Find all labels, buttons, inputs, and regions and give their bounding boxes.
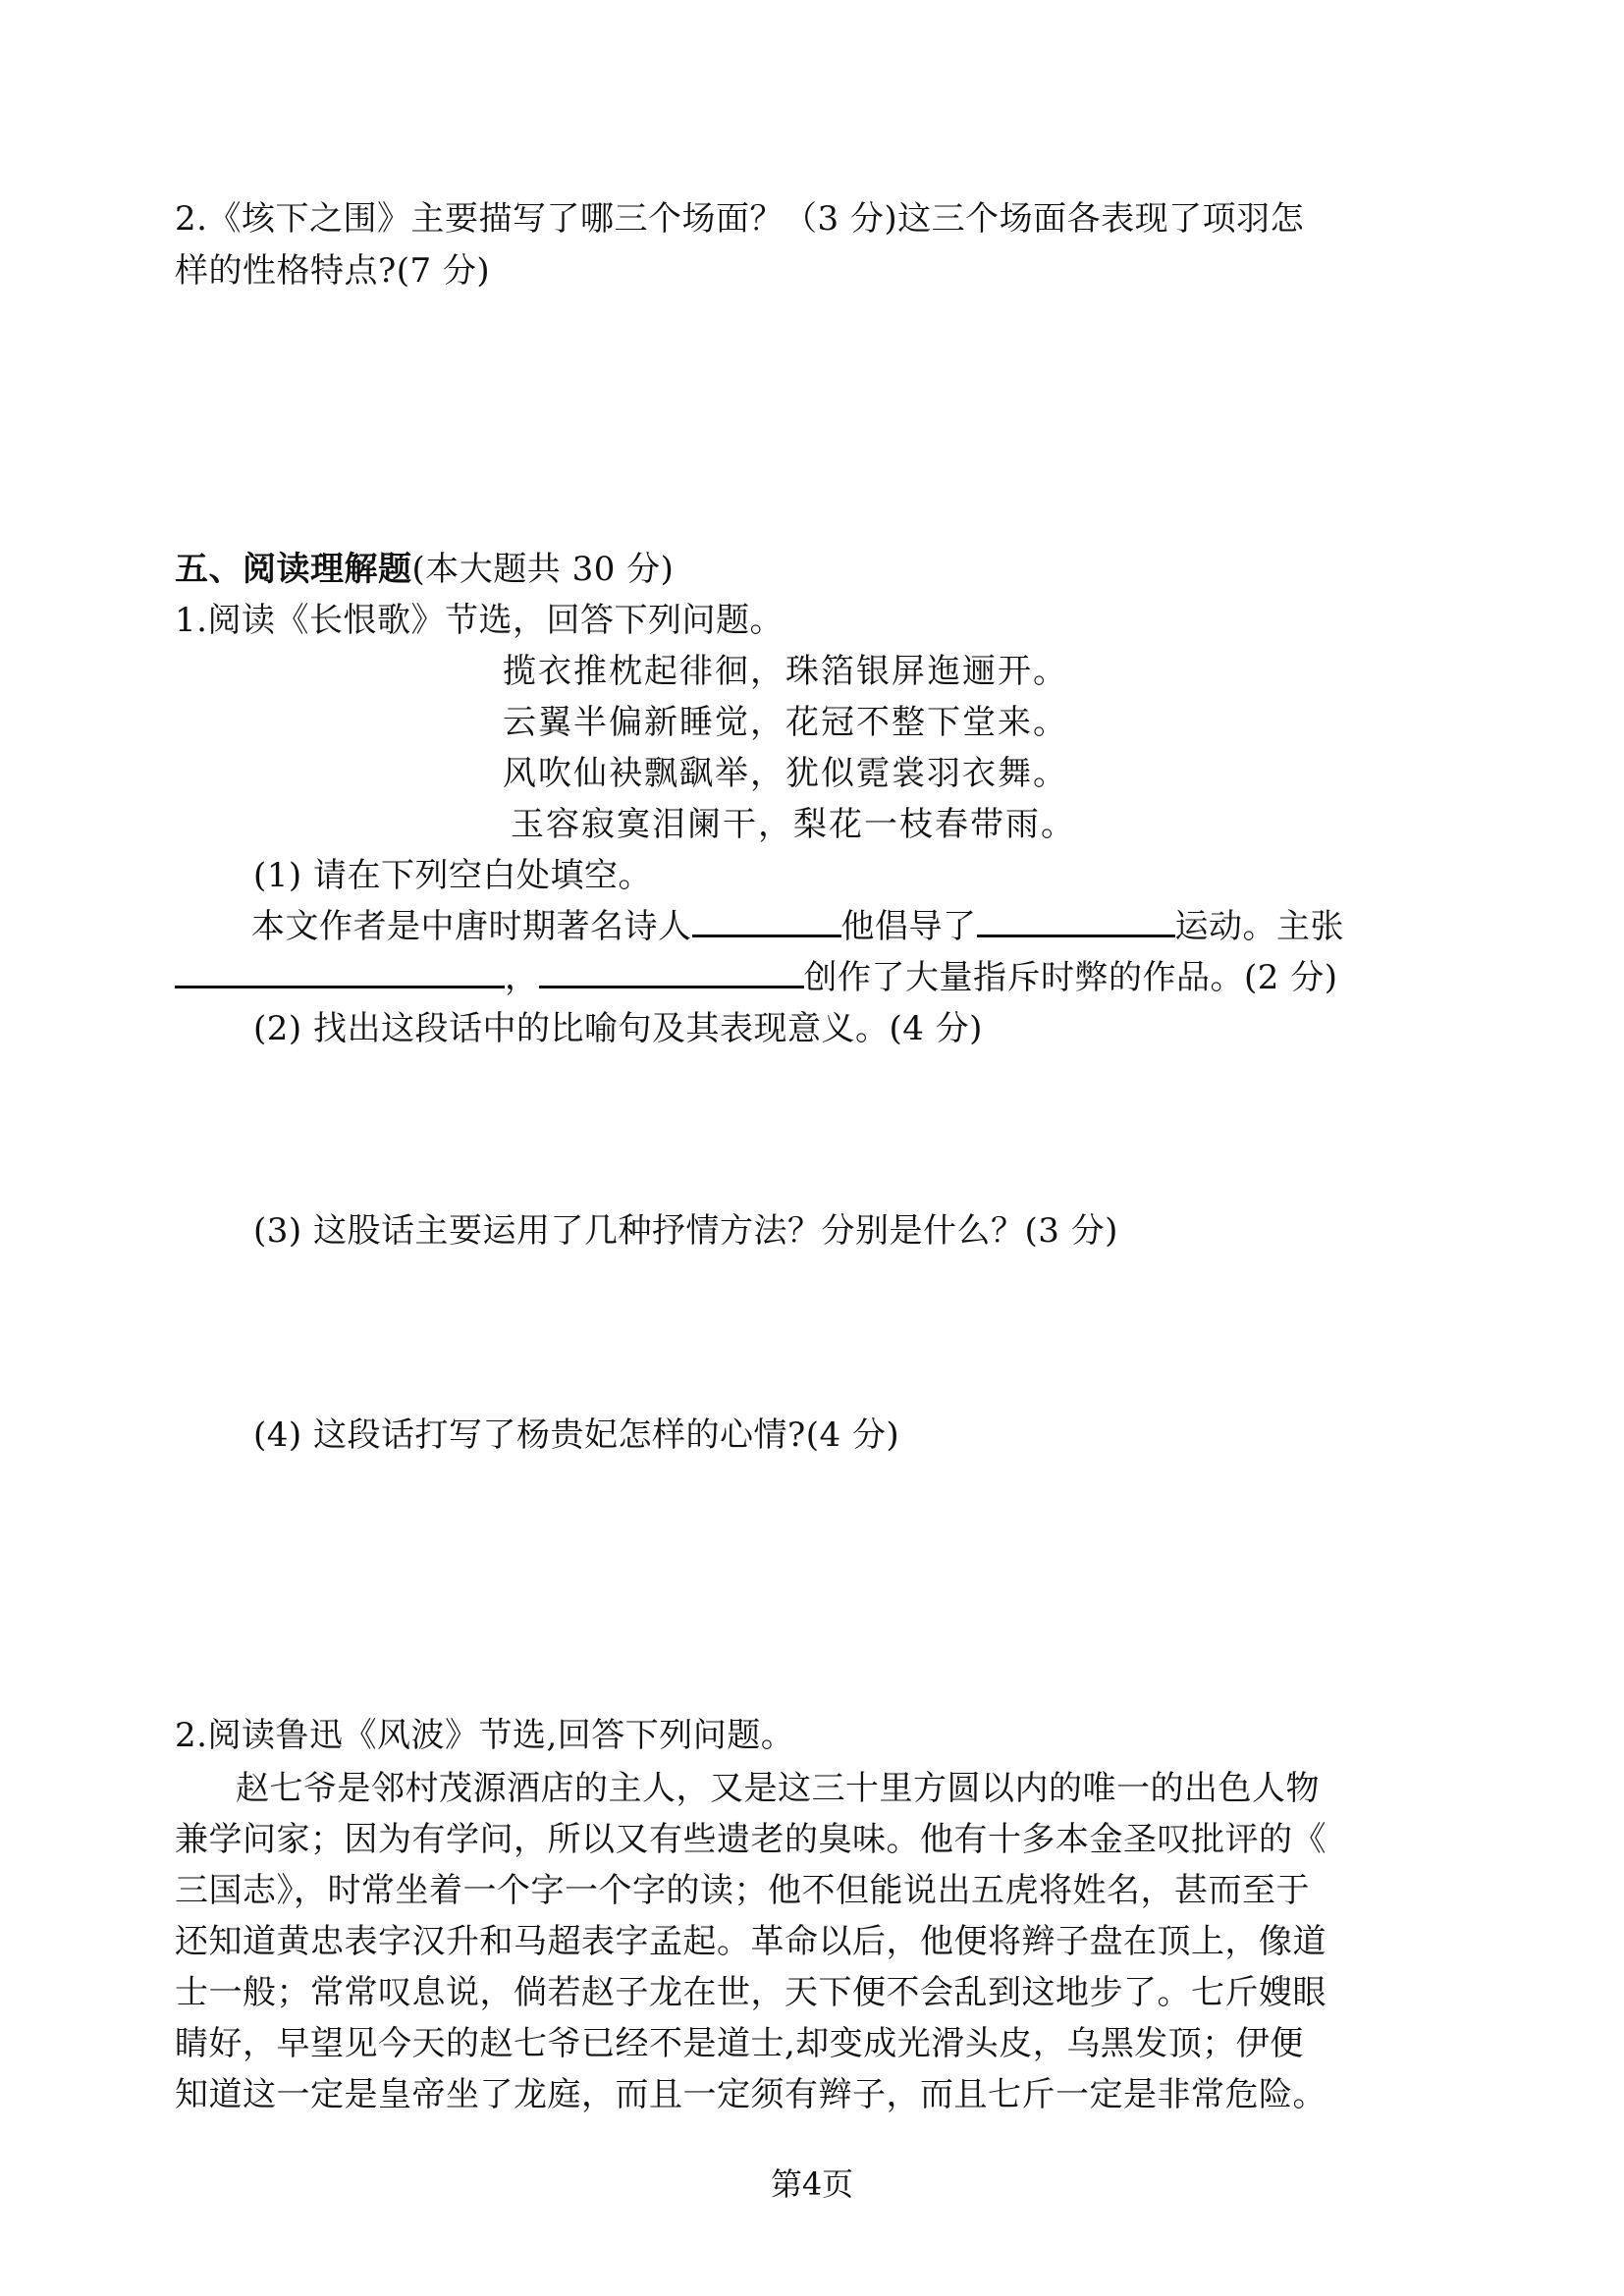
section-5-points: (本大题共 30 分)	[411, 550, 675, 589]
q1-fill-line-2	[175, 956, 1337, 999]
q1-sub1: (1) 请在下列空白处填空。	[253, 856, 652, 895]
passage-line-7: 知道这一定是皇帝坐了龙庭，而且一定须有辫子，而且七斤一定是非常危险。	[175, 2075, 1326, 2114]
passage-line-6: 睛好，早望见今天的赵七爷已经不是道士,却变成光滑头皮，乌黑发顶；伊便	[175, 2024, 1304, 2063]
question-2-line-2: 样的性格特点?(7 分)	[175, 251, 491, 291]
fill-text-b: 他倡导了	[840, 907, 977, 946]
blank-movement[interactable]	[977, 905, 1175, 937]
question-2-line-1: 2.《垓下之围》主要描写了哪三个场面？（3 分)这三个场面各表现了项羽怎	[175, 199, 1305, 239]
blank-proposal-1[interactable]	[175, 956, 505, 988]
section-5-heading	[175, 548, 674, 591]
poem-line-3: 风吹仙袂飘飖举，犹似霓裳羽衣舞。	[503, 754, 1068, 793]
fill-text-c: 运动。主张	[1174, 907, 1344, 946]
q1-sub3: (3) 这股话主要运用了几种抒情方法？分别是什么？(3 分)	[253, 1211, 1118, 1251]
blank-poet[interactable]	[692, 905, 841, 937]
fill-comma: ，	[505, 958, 539, 997]
q1-sub4: (4) 这段话打写了杨贵妃怎样的心情?(4 分)	[253, 1415, 900, 1455]
passage-line-5: 士一般；常常叹息说，倘若赵子龙在世，天下便不会乱到这地步了。七斤嫂眼	[175, 1973, 1326, 2012]
fill-text-a: 本文作者是中唐时期著名诗人	[251, 907, 692, 946]
passage-line-1: 赵七爷是邻村茂源酒店的主人，又是这三十里方圆以内的唯一的出色人物	[236, 1769, 1320, 1808]
passage-line-3: 三国志》，时常坐着一个字一个字的读；他不但能说出五虎将姓名，甚而至于	[175, 1871, 1310, 1910]
fill-text-d: 创作了大量指斥时弊的作品。(2 分)	[803, 958, 1338, 997]
q1-sub2: (2) 找出这段话中的比喻句及其表现意义。(4 分)	[253, 1009, 983, 1048]
passage-line-2: 兼学问家；因为有学问，所以又有些遗老的臭味。他有十多本金圣叹批评的《	[175, 1820, 1326, 1859]
poem-line-1: 揽衣推枕起徘徊，珠箔银屏迤逦开。	[503, 652, 1068, 691]
blank-proposal-2[interactable]	[539, 956, 804, 988]
poem-line-4: 玉容寂寞泪阑干，梨花一枝春带雨。	[511, 805, 1076, 844]
poem-line-2: 云翼半偏新睡觉，花冠不整下堂来。	[503, 703, 1068, 742]
page-number: 第4页	[770, 2165, 854, 2203]
section-5-title: 五、阅读理解题	[175, 550, 412, 589]
q1-intro: 1.阅读《长恨歌》节选，回答下列问题。	[175, 601, 784, 640]
q1-fill-line-1	[251, 905, 1344, 948]
q2-intro: 2.阅读鲁迅《风波》节选,回答下列问题。	[175, 1716, 795, 1755]
passage-line-4: 还知道黄忠表字汉升和马超表字孟起。革命以后，他便将辫子盘在顶上，像道	[175, 1922, 1326, 1961]
